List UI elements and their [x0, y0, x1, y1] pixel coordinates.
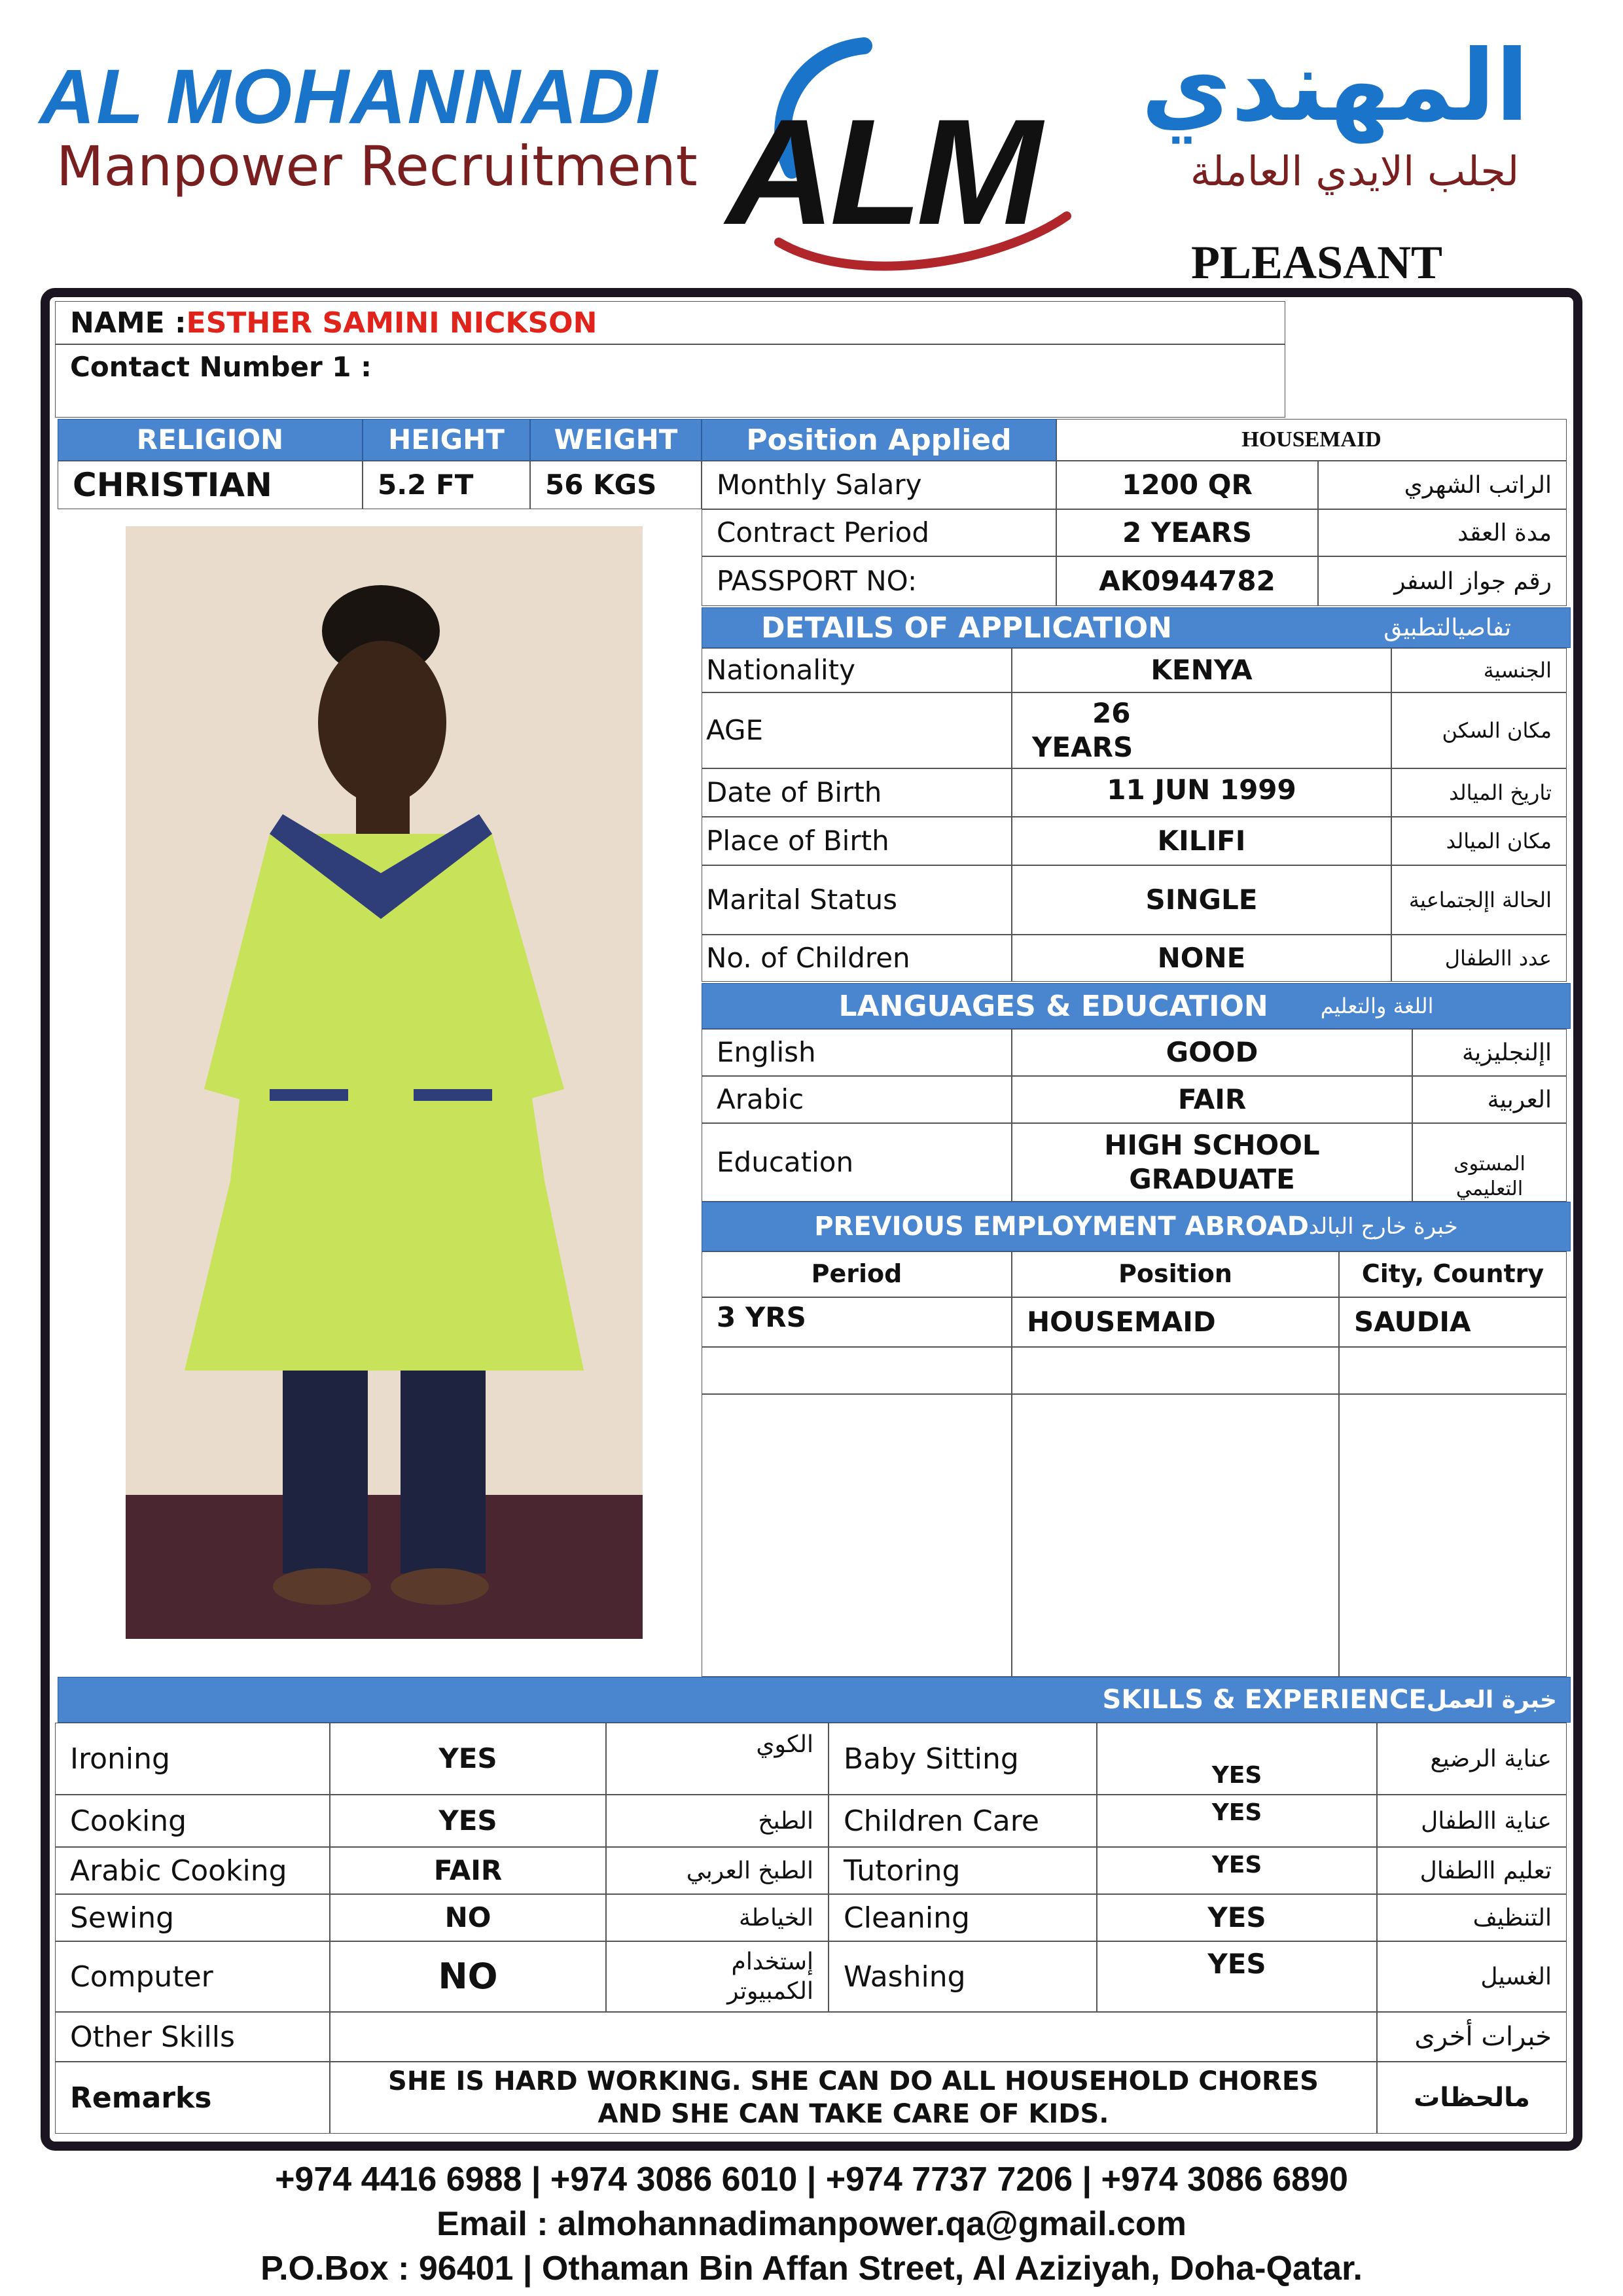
skill-tutoring-ar: تعليم االطفال: [1377, 1847, 1567, 1894]
skill-computer-label: Computer: [55, 1941, 330, 2012]
education-label-ar: [1412, 1123, 1567, 1202]
weight-value: 56 KGS: [530, 461, 702, 509]
dob-label: Date of Birth: [702, 768, 1012, 817]
employment-empty-position: [1012, 1347, 1339, 1394]
skill-arabic-cooking-ar: الطبخ العربي: [606, 1847, 829, 1894]
candidate-name: ESTHER SAMINI NICKSON: [186, 306, 597, 340]
education-ar-line1: المستوى: [1454, 1153, 1525, 1175]
height-value: 5.2 FT: [363, 461, 530, 509]
details-title: DETAILS OF APPLICATION: [761, 611, 1172, 645]
employment-row-city: SAUDIA: [1339, 1297, 1567, 1347]
other-skills-value: [330, 2012, 1377, 2062]
education-label: Education: [702, 1123, 1012, 1202]
skill-tutoring-value: YES: [1097, 1847, 1377, 1894]
skill-baby-sitting-value: YES: [1097, 1723, 1377, 1795]
skills-title: SKILLS & EXPERIENCE: [1102, 1685, 1427, 1715]
skill-sewing-value: NO: [330, 1894, 606, 1941]
employment-blank-col3: [1339, 1394, 1567, 1677]
name-row: [55, 301, 1285, 344]
arabic-label-ar: العربية: [1412, 1076, 1567, 1123]
position-header: Position Applied: [702, 419, 1056, 461]
skill-cleaning-value: YES: [1097, 1894, 1377, 1941]
footer-phones: +974 4416 6988 | +974 3086 6010 | +974 7737 7206 | +974 3086 6890: [275, 2161, 1348, 2198]
passport-value: AK0944782: [1056, 556, 1318, 606]
skill-computer-value: NO: [330, 1941, 606, 2012]
candidate-photo: [126, 526, 643, 1639]
marital-label-ar: الحالة اإلجتماعية: [1391, 865, 1567, 935]
contact-row: [55, 344, 1285, 418]
contract-label: Contract Period: [702, 509, 1056, 556]
nationality-label-ar: الجنسية: [1391, 648, 1567, 692]
age-number: 26: [1092, 696, 1131, 729]
education-value-line2: GRADUATE: [1129, 1163, 1295, 1195]
age-label: AGE: [702, 692, 1012, 768]
children-label: No. of Children: [702, 935, 1012, 982]
languages-title: LANGUAGES & EDUCATION: [838, 989, 1268, 1023]
remarks-value: [330, 2062, 1377, 2134]
english-label: English: [702, 1029, 1012, 1076]
skill-computer-ar: [606, 1941, 829, 2012]
passport-label: PASSPORT NO:: [702, 556, 1056, 606]
name-label: NAME :: [70, 306, 187, 340]
employment-title: PREVIOUS EMPLOYMENT ABROAD: [814, 1211, 1309, 1242]
nationality-value: KENYA: [1012, 648, 1391, 692]
other-skills-label: Other Skills: [55, 2012, 330, 2062]
skill-computer-ar-line2: الكمبيوتر: [727, 1978, 813, 2005]
footer-address: P.O.Box : 96401 | Othaman Bin Affan Street, Al Aziziyah, Doha-Qatar.: [260, 2250, 1363, 2287]
skill-arabic-cooking-value: FAIR: [330, 1847, 606, 1894]
skill-sewing-label: Sewing: [55, 1894, 330, 1941]
salary-value: 1200 QR: [1056, 461, 1318, 509]
candidate-photo-icon: [126, 526, 643, 1639]
languages-header: [702, 983, 1571, 1029]
skill-washing-label: Washing: [829, 1941, 1097, 2012]
arabic-value: FAIR: [1012, 1076, 1412, 1123]
employment-row-position: HOUSEMAID: [1012, 1297, 1339, 1347]
employment-col-period: Period: [702, 1251, 1012, 1297]
skill-cooking-ar: الطبخ: [606, 1795, 829, 1847]
dob-label-ar: تاريخ الميالد: [1391, 768, 1567, 817]
employment-row-period: 3 YRS: [702, 1297, 1012, 1347]
skill-sewing-ar: الخياطة: [606, 1894, 829, 1941]
details-title-ar: تفاصيالتطبيق: [1383, 614, 1511, 641]
education-value-line1: HIGH SCHOOL: [1104, 1128, 1320, 1161]
remarks-line2: AND SHE CAN TAKE CARE OF KIDS.: [597, 2099, 1109, 2129]
weight-header: WEIGHT: [530, 419, 702, 461]
logo-company-name: AL MOHANNADI: [39, 54, 659, 140]
salary-label: Monthly Salary: [702, 461, 1056, 509]
skills-title-ar: خبرة العمل: [1426, 1686, 1557, 1713]
employment-header: [702, 1202, 1571, 1251]
remarks-label: Remarks: [55, 2062, 330, 2134]
english-value: GOOD: [1012, 1029, 1412, 1076]
rating-label: PLEASANT: [1191, 236, 1443, 289]
skill-baby-sitting-ar: عناية الرضيع: [1377, 1723, 1567, 1795]
employment-col-city: City, Country: [1339, 1251, 1567, 1297]
employment-empty-period: [702, 1347, 1012, 1394]
pob-label: Place of Birth: [702, 817, 1012, 865]
children-label-ar: عدد االطفال: [1391, 935, 1567, 982]
age-value: [1012, 692, 1391, 768]
position-value: HOUSEMAID: [1056, 419, 1567, 461]
employment-blank-col2: [1012, 1394, 1339, 1677]
skills-header: [58, 1677, 1571, 1723]
marital-label: Marital Status: [702, 865, 1012, 935]
skill-children-care-label: Children Care: [829, 1795, 1097, 1847]
other-skills-ar: خبرات أخرى: [1377, 2012, 1567, 2062]
skill-cleaning-ar: التنظيف: [1377, 1894, 1567, 1941]
skill-tutoring-label: Tutoring: [829, 1847, 1097, 1894]
employment-blank-col1: [702, 1394, 1012, 1677]
remarks-ar: مالحظات: [1377, 2062, 1567, 2134]
logo-mark: ALM: [726, 88, 1037, 256]
employment-col-position: Position: [1012, 1251, 1339, 1297]
children-value: NONE: [1012, 935, 1391, 982]
contract-label-ar: مدة العقد: [1318, 509, 1567, 556]
contact-label: Contact Number 1 :: [70, 351, 372, 383]
skill-computer-ar-line1: إستخدام: [731, 1948, 813, 1975]
skill-children-care-ar: عناية االطفال: [1377, 1795, 1567, 1847]
skill-ironing-value: YES: [330, 1723, 606, 1795]
logo-arabic-name: المهندي: [1141, 29, 1529, 143]
contract-value: 2 YEARS: [1056, 509, 1318, 556]
education-value: [1012, 1123, 1412, 1202]
skill-ironing-ar: الكوي: [606, 1723, 829, 1795]
employment-title-ar: خبرة خارج البالد: [1308, 1213, 1458, 1240]
age-unit: YEARS: [1032, 731, 1133, 763]
english-label-ar: اإلنجليزية: [1412, 1029, 1567, 1076]
skill-cooking-value: YES: [330, 1795, 606, 1847]
height-header: HEIGHT: [363, 419, 530, 461]
skill-children-care-value: YES: [1097, 1795, 1377, 1847]
skill-arabic-cooking-label: Arabic Cooking: [55, 1847, 330, 1894]
skill-baby-sitting-label: Baby Sitting: [829, 1723, 1097, 1795]
arabic-label: Arabic: [702, 1076, 1012, 1123]
skill-ironing-label: Ironing: [55, 1723, 330, 1795]
education-ar-line2: التعليمي: [1455, 1177, 1524, 1200]
skill-cleaning-label: Cleaning: [829, 1894, 1097, 1941]
logo-tagline: Manpower Recruitment: [56, 134, 698, 198]
marital-value: SINGLE: [1012, 865, 1391, 935]
employment-empty-city: [1339, 1347, 1567, 1394]
skill-washing-value: YES: [1097, 1941, 1377, 2012]
logo-arabic-tagline: لجلب الايدي العاملة: [1190, 147, 1520, 195]
footer-email: Email : almohannadimanpower.qa@gmail.com: [437, 2205, 1186, 2243]
religion-value: CHRISTIAN: [58, 461, 363, 509]
languages-title-ar: اللغة والتعليم: [1320, 994, 1434, 1018]
remarks-line1: SHE IS HARD WORKING. SHE CAN DO ALL HOUSEHOLD CHORES: [388, 2066, 1319, 2096]
skill-cooking-label: Cooking: [55, 1795, 330, 1847]
dob-value: 11 JUN 1999: [1012, 768, 1391, 817]
pob-label-ar: مكان الميالد: [1391, 817, 1567, 865]
nationality-label: Nationality: [702, 648, 1012, 692]
skill-washing-ar: الغسيل: [1377, 1941, 1567, 2012]
passport-label-ar: رقم جواز السفر: [1318, 556, 1567, 606]
details-header: [702, 607, 1571, 648]
age-label-ar: مكان السكن: [1391, 692, 1567, 768]
salary-label-ar: الراتب الشهري: [1318, 461, 1567, 509]
pob-value: KILIFI: [1012, 817, 1391, 865]
religion-header: RELIGION: [58, 419, 363, 461]
